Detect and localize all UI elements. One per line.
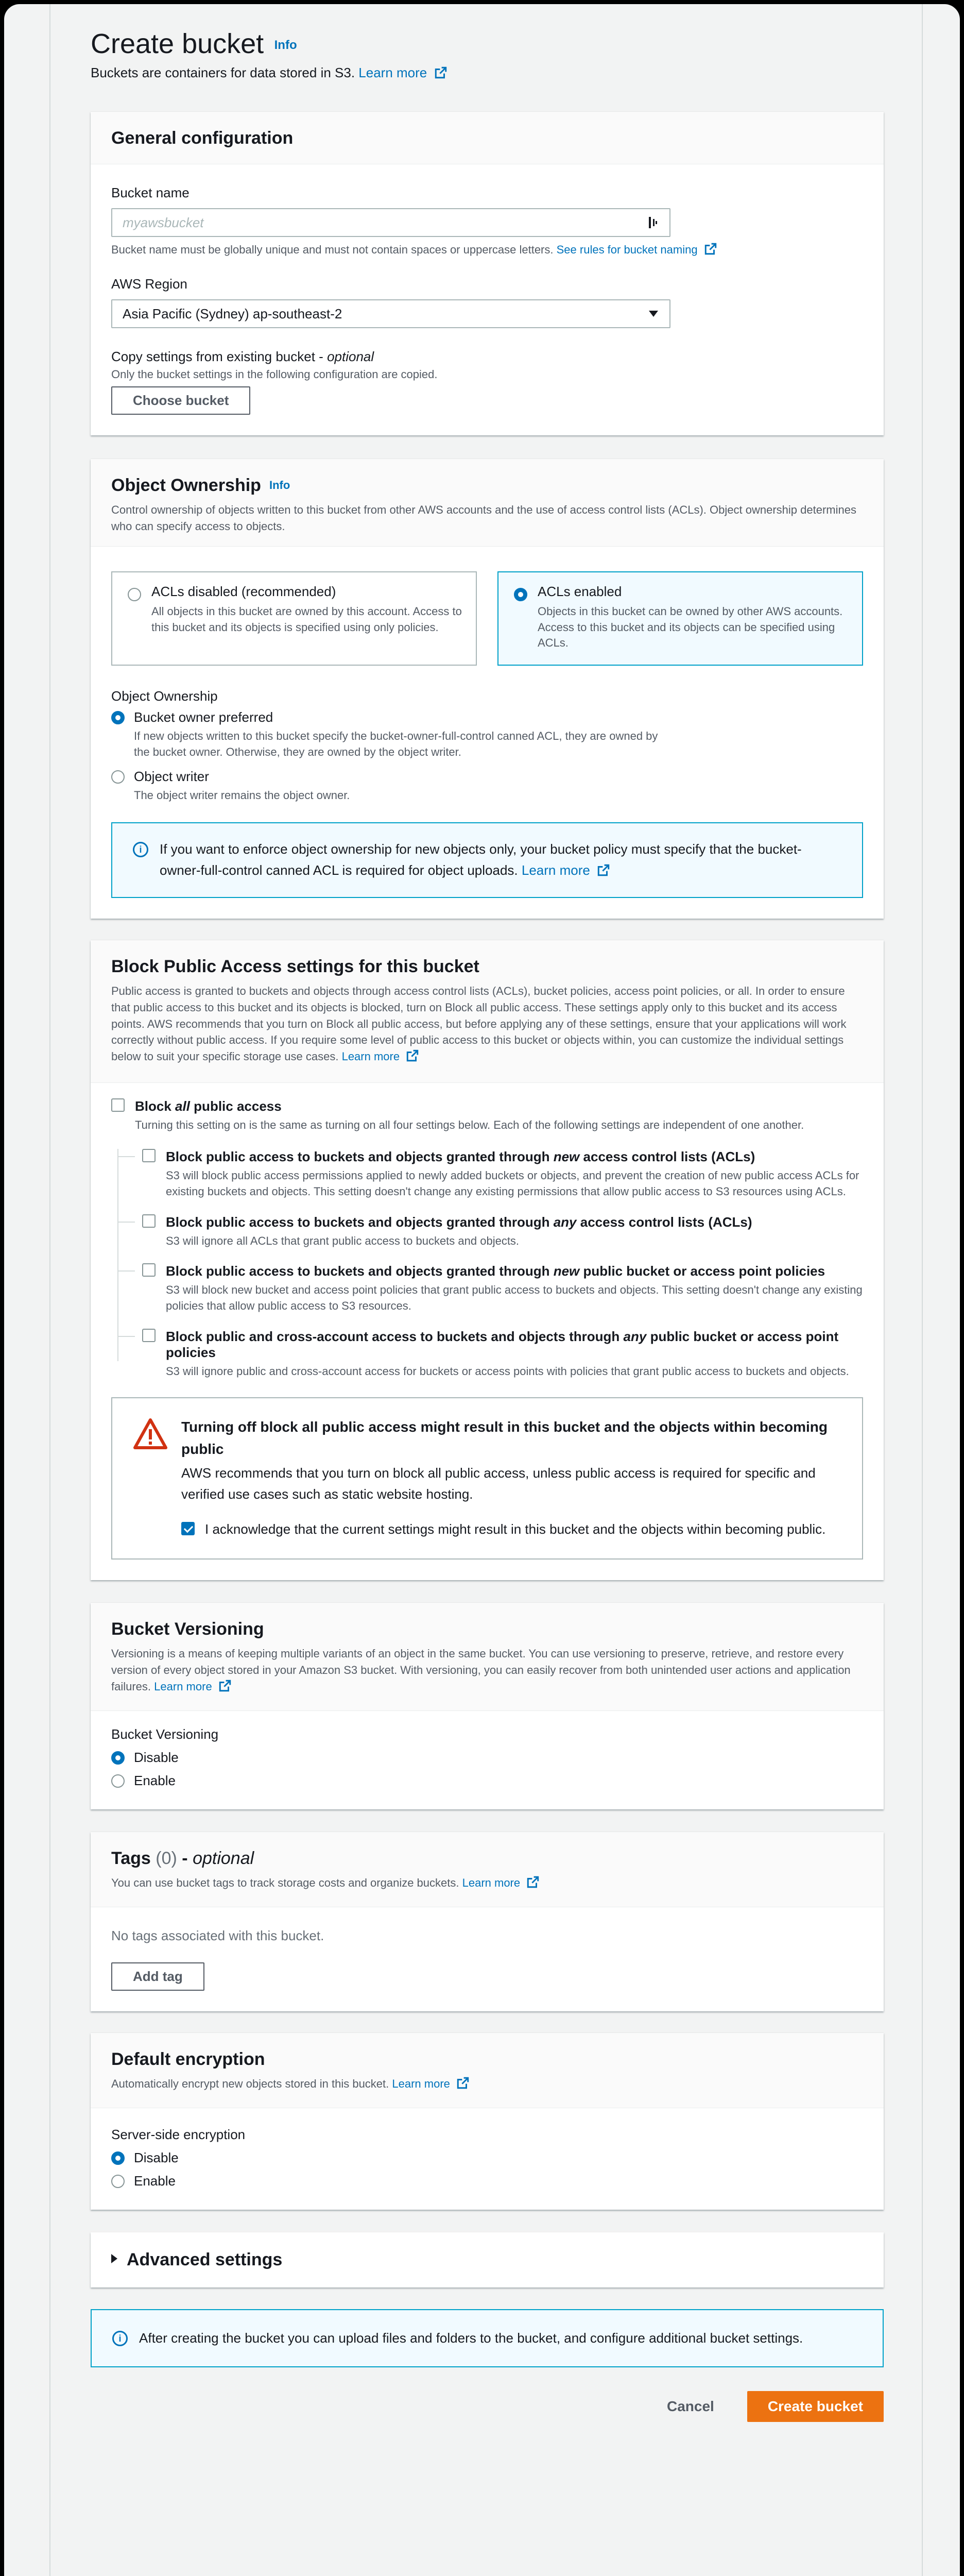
panel-body <box>91 1711 884 1809</box>
panel-title: Default encryption <box>111 2049 265 2069</box>
create-bucket-button[interactable]: Create bucket <box>747 2391 884 2422</box>
alert-text <box>160 839 841 882</box>
bpa-setting-any-acls[interactable] <box>117 1214 863 1249</box>
tile-description: Objects in this bucket can be owned by other AWS accounts. Access to this bucket and its objects can be specified using ACLs. <box>538 604 843 650</box>
panel-description-text: Automatically encrypt new objects stored in this bucket. <box>111 2077 389 2090</box>
label-emphasis: any <box>623 1328 647 1344</box>
page-header <box>91 28 884 81</box>
panel-description-text: You can use bucket tags to track storage costs and organize buckets. <box>111 1876 459 1890</box>
tile-title: ACLs disabled (recommended) <box>151 583 336 599</box>
panel-title-text: Object Ownership <box>111 476 261 495</box>
versioning-label: Bucket Versioning <box>111 1726 219 1742</box>
label-part: Block public access to buckets and objects granted through <box>166 1263 554 1279</box>
label-part: public bucket or access point policies <box>166 1328 839 1360</box>
checkbox-text <box>166 1263 863 1314</box>
warning-icon <box>133 1418 168 1450</box>
checkbox-row[interactable] <box>142 1149 863 1200</box>
external-link-icon <box>597 863 610 877</box>
region-select[interactable] <box>111 299 670 328</box>
option-label: Enable <box>134 1773 176 1789</box>
checkbox-row[interactable] <box>142 1263 863 1314</box>
checkbox[interactable] <box>111 1098 125 1112</box>
checkbox-label <box>166 1329 863 1361</box>
option-label: Disable <box>134 1750 179 1766</box>
panel-header <box>91 459 884 547</box>
acknowledge-checkbox[interactable] <box>181 1522 195 1535</box>
bucket-name-hint <box>111 242 863 257</box>
label-part: Block public access to buckets and objects granted through <box>166 1214 554 1230</box>
checkbox-description: Turning this setting on is the same as turning on all four settings below. Each of the following settings are independent of one another. <box>135 1118 804 1132</box>
label-emphasis: new <box>553 1149 580 1164</box>
tile-acls-disabled[interactable] <box>111 571 477 666</box>
checkbox-text <box>166 1149 863 1200</box>
checkbox-description: S3 will block public access permissions applied to newly added buckets or objects, and prevent the creation of new public access ACLs for existing buckets and objects. This setting doesn't change any existing permissions that allow public access to S3 resources using ACLs. <box>166 1169 859 1198</box>
optional-text: optional <box>327 349 374 364</box>
panel-header <box>91 1603 884 1711</box>
page-title: Create bucket <box>91 28 264 59</box>
external-link-icon <box>526 1875 540 1889</box>
tile-description: All objects in this bucket are owned by this account. Access to this bucket and its objects is specified using only policies. <box>151 604 462 634</box>
default-encryption-panel <box>91 2033 884 2210</box>
external-link-icon <box>456 2076 470 2090</box>
versioning-enable-option[interactable] <box>111 1773 863 1789</box>
panel-description <box>111 983 863 1065</box>
checkbox-description: S3 will ignore all ACLs that grant public access to buckets and objects. <box>166 1234 520 1247</box>
tile-acls-enabled[interactable] <box>497 571 863 666</box>
info-icon: i <box>112 2331 128 2346</box>
copy-settings-label <box>111 349 863 365</box>
add-tag-button[interactable]: Add tag <box>111 1962 204 1991</box>
label-part: Block <box>135 1098 176 1114</box>
advanced-settings-expander[interactable] <box>91 2232 884 2287</box>
advanced-settings-label: Advanced settings <box>127 2249 283 2269</box>
checkbox-text <box>166 1214 752 1249</box>
bucket-naming-rules-link[interactable]: See rules for bucket naming <box>556 243 698 256</box>
checkbox-row[interactable] <box>142 1329 863 1380</box>
radio-button-selected[interactable] <box>514 588 527 601</box>
content <box>91 28 884 2422</box>
radio-button-selected[interactable] <box>111 711 125 724</box>
bpa-setting-any-policies[interactable] <box>117 1329 863 1380</box>
ownership-info-alert <box>111 822 863 898</box>
page <box>49 4 923 2576</box>
checkbox-label <box>166 1263 863 1279</box>
panel-description-text: Public access is granted to buckets and objects through access control lists (ACLs), bucket policies, access point policies, or all. In order to ensure that public access to this bucket and its objects is blocked, turn on Block all public access. These settings apply only to this bucket and its access points. AWS recommends that you turn on Block all public access, but before applying any of these settings, ensure that your applications will work correctly without public access. If you require some level of public access to this bucket or objects within, you can customize the individual settings below to suit your specific storage use cases. <box>111 984 847 1063</box>
checkbox-row[interactable] <box>142 1214 863 1249</box>
acknowledge-checkbox-row[interactable] <box>181 1519 841 1540</box>
option-description: If new objects written to this bucket specify the bucket-owner-full-control canned ACL, they are owned by the bucket owner. Otherwise, they are owned by the object writer. <box>134 730 658 758</box>
panel-header <box>91 940 884 1083</box>
optional-text: optional <box>193 1849 254 1869</box>
bucket-name-input[interactable] <box>111 208 670 237</box>
panel-body <box>91 2108 884 2210</box>
option-object-writer[interactable] <box>111 769 863 804</box>
panel-body <box>91 547 884 919</box>
checkbox[interactable] <box>142 1263 156 1277</box>
info-link[interactable]: Info <box>274 38 297 52</box>
panel-title: Bucket Versioning <box>111 1619 264 1639</box>
panel-description: Control ownership of objects written to this bucket from other AWS accounts and the use of access control lists (ACLs). Object ownership determines who can specify access to objects. <box>111 503 856 533</box>
radio-button[interactable] <box>111 1774 125 1788</box>
external-link-icon <box>406 1049 419 1062</box>
warning-title: Turning off block all public access might result in this bucket and the objects within becoming public <box>181 1418 828 1458</box>
option-label: Bucket owner preferred <box>134 709 273 725</box>
panel-description <box>111 2076 863 2092</box>
choose-bucket-button[interactable]: Choose bucket <box>111 386 250 415</box>
title-separator: - <box>177 1849 193 1869</box>
region-label: AWS Region <box>111 276 187 292</box>
warning-text: AWS recommends that you turn on block all public access, unless public access is required for specific and verified use cases such as static website hosting. <box>181 1465 816 1502</box>
label-part: public bucket or access point policies <box>579 1263 825 1279</box>
learn-more-link[interactable]: Learn more <box>154 1680 212 1693</box>
radio-button[interactable] <box>111 2175 125 2188</box>
option-bucket-owner-preferred[interactable] <box>111 709 863 760</box>
external-link-icon <box>434 66 447 79</box>
general-configuration-panel <box>91 112 884 435</box>
object-ownership-sub-label: Object Ownership <box>111 688 218 704</box>
radio-button-selected[interactable] <box>111 1751 125 1765</box>
password-manager-icon <box>648 216 659 229</box>
learn-more-link[interactable]: Learn more <box>462 1876 521 1890</box>
checkbox[interactable] <box>142 1214 156 1228</box>
page-description-text: Buckets are containers for data stored in S3. <box>91 65 355 80</box>
checkbox-description: S3 will block new bucket and access point policies that grant public access to buckets and objects. This setting doesn't change any existing policies that allow public access to S3 resources. <box>166 1283 863 1313</box>
label-emphasis: any <box>553 1214 577 1230</box>
encryption-enable-option[interactable] <box>111 2173 863 2189</box>
warning-content <box>181 1416 841 1540</box>
bottom-info-alert <box>91 2309 884 2368</box>
checkbox-label <box>166 1149 863 1165</box>
checkbox-label <box>166 1214 752 1230</box>
option-label: Enable <box>134 2173 176 2189</box>
label-part: access control lists (ACLs) <box>576 1214 752 1230</box>
alert-message: If you want to enforce object ownership for new objects only, your bucket policy must specify that the bucket-owner-full-control canned ACL is required for object uploads. <box>160 841 802 878</box>
option-label: Disable <box>134 2149 179 2165</box>
checkbox[interactable] <box>142 1329 156 1342</box>
public-access-warning <box>111 1397 863 1560</box>
option-label: Object writer <box>134 768 209 784</box>
cancel-button[interactable]: Cancel <box>666 2398 714 2415</box>
caret-right-icon <box>111 2254 117 2263</box>
checkbox-label <box>135 1098 804 1114</box>
acknowledge-label: I acknowledge that the current settings might result in this bucket and the objects within becoming public. <box>205 1521 826 1537</box>
no-tags-text: No tags associated with this bucket. <box>111 1927 324 1943</box>
copy-settings-label-text: Copy settings from existing bucket - <box>111 349 328 364</box>
bpa-setting-new-policies[interactable] <box>117 1263 863 1314</box>
tags-panel <box>91 1832 884 2011</box>
learn-more-link[interactable]: Learn more <box>521 862 590 878</box>
tile-title: ACLs enabled <box>538 583 622 599</box>
panel-header <box>91 1832 884 1907</box>
tag-count: (0) <box>156 1849 177 1869</box>
advanced-settings-title[interactable] <box>111 2250 863 2270</box>
option-description: The object writer remains the object owner. <box>134 788 350 802</box>
learn-more-link[interactable]: Learn more <box>341 1050 400 1063</box>
external-link-icon <box>704 242 717 256</box>
label-part: Block public and cross-account access to buckets and objects through <box>166 1328 624 1344</box>
label-part: access control lists (ACLs) <box>579 1149 755 1164</box>
radio-button[interactable] <box>128 588 141 601</box>
panel-description-text: Versioning is a means of keeping multiple variants of an object in the same bucket. You can use versioning to preserve, retrieve, and restore every version of every object stored in your Amazon S3 bucket. With versioning, you can easily recover from both unintended user actions and application failures. <box>111 1647 851 1693</box>
panel-body <box>91 164 884 435</box>
checkbox-text <box>166 1329 863 1380</box>
copy-settings-hint: Only the bucket settings in the following configuration are copied. <box>111 368 438 381</box>
panel-body <box>91 1083 884 1580</box>
panel-body <box>91 1907 884 2011</box>
checkbox[interactable] <box>142 1149 156 1162</box>
label-part: Block public access to buckets and objects granted through <box>166 1149 554 1164</box>
panel-header <box>91 112 884 164</box>
panel-header <box>91 2033 884 2108</box>
block-public-access-panel <box>91 940 884 1581</box>
acl-tiles <box>111 571 863 666</box>
panel-description <box>111 1875 863 1891</box>
checkbox-text <box>135 1098 804 1133</box>
info-link[interactable]: Info <box>269 479 290 492</box>
bpa-sub-settings <box>117 1149 863 1380</box>
label-part: public access <box>190 1098 282 1114</box>
learn-more-link[interactable]: Learn more <box>392 2077 450 2090</box>
encryption-disable-option[interactable] <box>111 2150 863 2166</box>
bucket-name-label: Bucket name <box>111 185 190 200</box>
label-emphasis: all <box>175 1098 190 1114</box>
panel-title: Block Public Access settings for this bucket <box>111 956 479 976</box>
panel-title <box>111 476 863 496</box>
region-value: Asia Pacific (Sydney) ap-southeast-2 <box>123 306 342 321</box>
form-actions <box>91 2391 884 2422</box>
panel-title: General configuration <box>111 128 294 148</box>
bpa-setting-new-acls[interactable] <box>117 1149 863 1200</box>
info-icon: i <box>133 842 148 857</box>
bucket-name-hint-text: Bucket name must be globally unique and must not contain spaces or uppercase letters. <box>111 243 554 256</box>
radio-button[interactable] <box>111 770 125 784</box>
versioning-disable-option[interactable] <box>111 1750 863 1766</box>
option-text <box>134 709 675 760</box>
sse-label: Server-side encryption <box>111 2126 246 2142</box>
object-ownership-panel <box>91 459 884 919</box>
bucket-name-placeholder: myawsbucket <box>123 214 204 230</box>
radio-button-selected[interactable] <box>111 2151 125 2165</box>
external-link-icon <box>218 1679 232 1692</box>
label-emphasis: new <box>553 1263 580 1279</box>
panel-title <box>111 1849 863 1869</box>
option-text <box>134 769 350 804</box>
block-all-public-access[interactable] <box>111 1098 863 1133</box>
caret-down-icon <box>648 310 659 318</box>
panel-description <box>111 1646 863 1695</box>
title-text: Tags <box>111 1849 156 1869</box>
checkbox-description: S3 will ignore public and cross-account access for buckets or access points with policies that grant public access to buckets and objects. <box>166 1364 849 1378</box>
page-description <box>91 65 884 81</box>
learn-more-link[interactable]: Learn more <box>358 65 427 80</box>
bucket-versioning-panel <box>91 1603 884 1809</box>
alert-message: After creating the bucket you can upload files and folders to the bucket, and configure additional bucket settings. <box>139 2330 803 2346</box>
